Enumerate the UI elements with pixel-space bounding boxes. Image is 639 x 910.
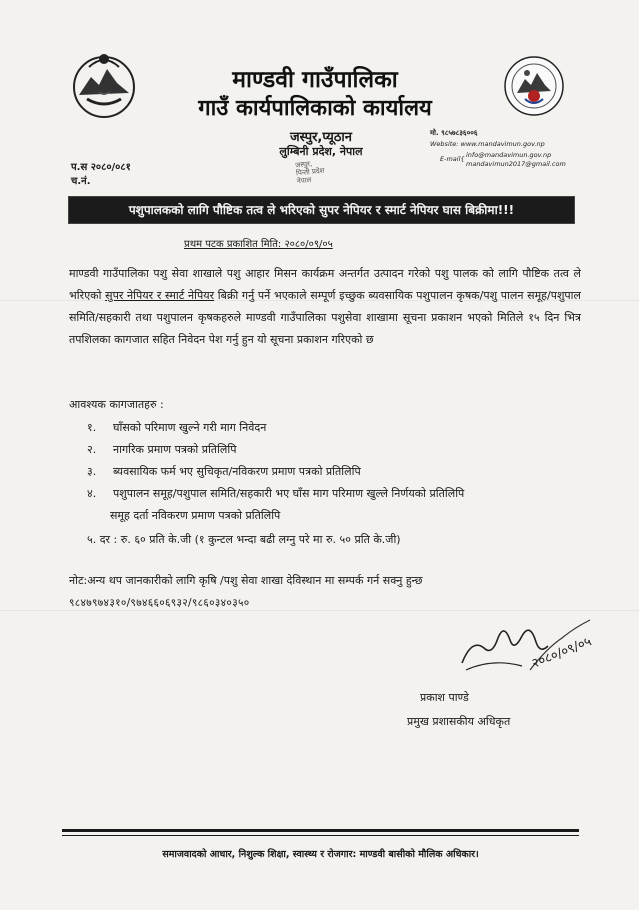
requirement-item (87, 486, 464, 501)
notice-banner: पशुपालकको लागि पौष्टिक तत्व ले भरिएको सुपर नेपियर र स्मार्ट नेपियर घास बिक्रीमा!!! (69, 197, 574, 223)
contact-note: नोट:अन्य थप जानकारीको लागि कृषि /पशु सेवा शाखा देविस्थान मा सम्पर्क गर्न सक्नु हुन्छ (69, 574, 423, 587)
requirement-number: २. (87, 443, 97, 456)
body-text-start: माण्डवी गाउँपालिका पशु सेवा शाखाले पशु आहार मिसन कार्यक्रम अन्तर्गत उत्पादन गरेको पशु पालक को लागि पौष्टिक तत्व ले भरिएको (69, 267, 581, 302)
nepal-government-emblem (67, 47, 141, 121)
requirement-number: ४. (87, 487, 97, 500)
footer-slogan: समाजवादको आधार, निशुल्क शिक्षा, स्वास्थ्य र रोजगार: माण्डवी बासीको मौलिक अधिकार। (162, 849, 479, 860)
requirements-title: आवश्यक कागजातहरु : (69, 398, 164, 411)
contact-email-2: mandavimun2017@gmail.com (466, 160, 566, 168)
requirement-number: ५. दर : (87, 533, 118, 546)
reference-number: प.स २०८०/०८१ (71, 162, 131, 173)
requirement-text: पशुपालन समूह/पशुपाल समिति/सहकारी भए घाँस माग परिमाण खुल्ले निर्णयको प्रतिलिपि (113, 487, 465, 500)
requirement-text: रु. ६० प्रति के.जी (१ कुन्टल भन्दा बढी लग्नु परे मा रु. ५० प्रति के.जी) (120, 533, 401, 546)
requirement-item-continuation (110, 508, 280, 523)
contact-email-1: info@mandavimun.gov.np (466, 151, 552, 159)
requirement-text: घाँसको परिमाण खुल्ने गरी माग निवेदन (113, 421, 267, 434)
requirement-text: समूह दर्ता नविकरण प्रमाण पत्रको प्रतिलिपि (110, 509, 281, 522)
requirement-number: ३. (87, 465, 97, 478)
phone-numbers: ९८४७९७४३१०/९७४६६०६९३२/९८६०३४०३५० (69, 597, 250, 609)
notice-body-paragraph (69, 263, 581, 351)
requirement-item (87, 464, 361, 479)
requirement-text: नागरिक प्रमाण पत्रको प्रतिलिपि (113, 443, 237, 456)
address-line-2: लुम्बिनी प्रदेश, नेपाल (279, 145, 363, 158)
contact-email-label: E-mail{ (440, 155, 465, 163)
office-subtitle: गाउँ कार्यपालिकाको कार्यालय (198, 96, 432, 121)
requirement-number: १. (87, 421, 97, 434)
svg-text:२०८०/०९/०५: २०८०/०९/०५ (529, 634, 594, 672)
dispatch-number: च.नं. (71, 176, 91, 187)
requirement-item (87, 442, 236, 457)
rate-item (87, 532, 401, 547)
signatory-name: प्रकाश पाण्डे (420, 691, 469, 704)
office-name: माण्डवी गाउँपालिका (232, 67, 398, 93)
municipality-logo (503, 55, 565, 117)
publication-date: प्रथम पटक प्रकाशित मिति: २०८०/०९/०५ (184, 239, 333, 250)
contact-phone: मो. ९८५७८३६००६ (430, 129, 478, 137)
contact-website: Website: www.mandavimun.gov.np (430, 140, 545, 148)
requirement-item (87, 420, 266, 435)
handwritten-signature (452, 608, 602, 688)
signatory-title: प्रमुख प्रशासकीय अधिकृत (407, 715, 511, 728)
body-text-end: बिक्री गर्नु पर्ने भएकाले सम्पूर्ण इच्छुक ब्यवसायिक पशुपालन कृषक/पशु पालन समूह/पशुपाल समिति/सहकारी तथा पशुपालन कृषकहरुले माण्डवी गाउँपालिका पशुसेवा शाखामा सूचना प्रकाशन भएको मितिले १५ दिन भित्र तपशिलका कागजात सहित निवेदन पेश गर्नु हुन यो सूचना प्रकाशन गरिएको छ (69, 289, 581, 346)
footer-divider (62, 829, 579, 832)
requirement-text: ब्यवसायिक फर्म भए सुचिकृत/नविकरण प्रमाण पत्रको प्रतिलिपि (113, 465, 361, 478)
address-line-1: जस्पुर,प्यूठान (290, 130, 352, 145)
stamp-note: जस्पुर, पिन्ती प्रदेश नेपाल (294, 159, 325, 186)
footer-divider (62, 835, 579, 836)
body-text-highlight: सुपर नेपियर र स्मार्ट नेपियर (105, 289, 215, 302)
